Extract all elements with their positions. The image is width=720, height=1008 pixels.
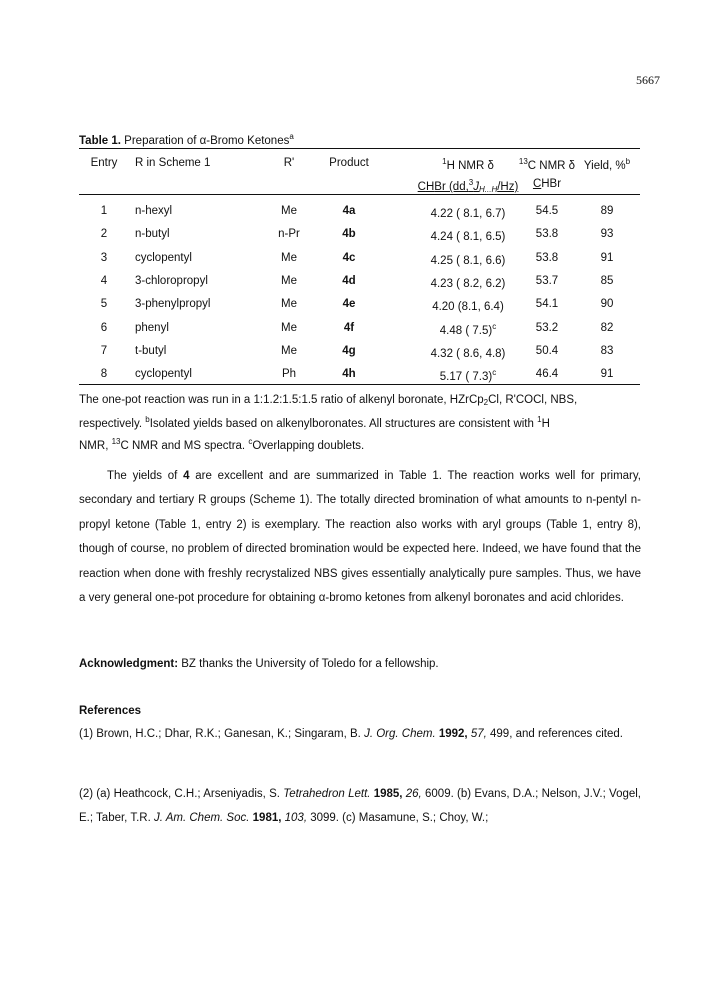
cell-rprime: Me — [281, 274, 297, 287]
header-rprime: R' — [283, 157, 295, 169]
ref1-year: 1992, — [435, 728, 468, 740]
cell-entry: 3 — [100, 251, 108, 264]
cell-entry: 6 — [100, 321, 108, 334]
cell-yield: 93 — [600, 228, 614, 241]
cell-yield: 91 — [600, 368, 614, 381]
body-paragraph — [79, 464, 641, 610]
table-footnote — [79, 392, 641, 455]
cell-c-nmr: 46.4 — [535, 368, 559, 381]
acknowledgment-text: BZ thanks the University of Toledo for a fellowship. — [178, 658, 439, 670]
table-header-rule — [79, 194, 640, 195]
footnote-h-sup: 1 — [537, 415, 542, 424]
cell-product: 4b — [342, 228, 356, 241]
table-title: Preparation of α-Bromo Ketones — [124, 135, 290, 147]
header-h-nmr-text: H NMR δ — [446, 160, 494, 172]
footnote-line3-c: Overlapping doublets. — [252, 440, 365, 452]
header-r: R in Scheme 1 — [135, 157, 211, 169]
subheader-j-sup: 3 — [468, 178, 474, 187]
cell-c-nmr: 50.4 — [535, 344, 559, 357]
cell-h-nmr-value: 4.24 ( 8.1, 6.5) — [430, 231, 506, 244]
cell-h-nmr-sup: c — [492, 321, 497, 331]
cell-c-nmr: 54.1 — [535, 298, 559, 311]
cell-r: 3-chloropropyl — [135, 274, 208, 287]
footnote-h: H — [541, 418, 550, 430]
cell-r: n-butyl — [135, 228, 170, 241]
header-yield-text: Yield, % — [583, 160, 626, 172]
table-label: Table 1. — [79, 135, 121, 147]
cell-h-nmr-value: 4.48 ( 7.5) — [439, 324, 493, 337]
ref2-journal1: Tetrahedron Lett. — [283, 788, 371, 800]
cell-entry: 7 — [100, 344, 108, 357]
cell-c-nmr: 54.5 — [535, 205, 559, 217]
cell-product: 4f — [343, 321, 355, 334]
cell-entry: 4 — [100, 274, 108, 287]
cell-r: n-hexyl — [135, 205, 173, 217]
cell-yield: 82 — [600, 321, 614, 334]
cell-entry: 2 — [100, 228, 108, 241]
ref2-year2: 1981, — [249, 812, 282, 825]
cell-rprime: Me — [281, 298, 297, 311]
header-h-nmr-sup: 1 — [442, 157, 447, 166]
subheader-j: J — [473, 181, 479, 193]
footnote-line1-sub: 2 — [483, 398, 489, 407]
paragraph-part1: The yields of — [107, 470, 184, 482]
ref2-volume1: 26, — [402, 788, 422, 800]
acknowledgment — [79, 658, 641, 670]
footnote-line3-a: NMR, — [79, 440, 112, 452]
table-subheader-row — [79, 178, 640, 194]
header-c-nmr-text: C NMR δ — [527, 160, 576, 172]
acknowledgment-label: Acknowledgment: — [79, 658, 179, 670]
cell-c-nmr: 53.8 — [535, 251, 559, 264]
cell-h-nmr-sup: c — [492, 368, 497, 378]
footnote-line1-a: The one-pot reaction was run in a 1:1.2:1.5:1.5 ratio of alkenyl boronate, HZrCp — [79, 394, 484, 406]
header-yield-sup: b — [625, 157, 631, 166]
cell-h-nmr-value: 4.23 ( 8.2, 6.2) — [430, 277, 506, 290]
paragraph-part2: are excellent and are summarized in Table 1. The reaction works well for primary, secondary and tertiary R groups (Scheme 1). The totally directed bromination of what amounts to n-pentyl n-propyl ketone (Table 1, entry 2) is exemplary. The reaction also works with aryl groups (Table 1, entry 8), though of course, no problem of directed bromination would be expected here. Indeed, we have found that the reaction when done with freshly recrystalized NBS gives essentially analytically pure samples. Thus, we have a very general one-pot procedure for obtaining α-bromo ketones from alkenyl boronates and acid chlorides. — [79, 470, 641, 605]
cell-r: cyclopentyl — [135, 368, 192, 381]
ref2-year1: 1985, — [370, 788, 403, 800]
table-header-row — [79, 157, 640, 173]
subheader-h-underlined: H — [425, 181, 435, 193]
cell-entry: 8 — [100, 368, 108, 381]
cell-c-nmr: 53.2 — [535, 321, 559, 334]
cell-entry: 5 — [100, 298, 108, 311]
reference-2 — [79, 782, 641, 831]
cell-h-nmr-value: 5.17 ( 7.3) — [439, 371, 493, 384]
cell-yield: 83 — [600, 344, 614, 357]
paragraph-compound-ref: 4 — [183, 470, 190, 482]
footnote-line3-b: C NMR and MS spectra. — [120, 440, 249, 452]
table-row — [79, 368, 640, 384]
ref1-volume: 57, — [467, 728, 487, 740]
subheader-h-prefix: C — [417, 181, 426, 193]
cell-r: cyclopentyl — [135, 251, 192, 264]
subheader-c-underlined: C — [532, 178, 542, 190]
table-row — [79, 345, 640, 361]
footnote-b-mark: b — [145, 415, 150, 424]
table-bottom-rule — [79, 384, 640, 385]
subheader-j-sub: H...H — [479, 185, 498, 194]
cell-rprime: Ph — [281, 368, 297, 381]
footnote-line2-a: respectively. — [79, 418, 146, 430]
cell-entry: 1 — [100, 205, 108, 217]
cell-rprime: Me — [281, 344, 297, 357]
cell-yield: 90 — [600, 298, 614, 311]
table-row — [79, 228, 640, 244]
header-product: Product — [329, 157, 369, 169]
cell-product: 4d — [342, 274, 356, 287]
cell-h-nmr-value: 4.25 ( 8.1, 6.6) — [430, 254, 506, 267]
cell-h-nmr-value: 4.32 ( 8.6, 4.8) — [430, 347, 506, 360]
cell-product: 4h — [342, 368, 356, 381]
cell-rprime: n-Pr — [278, 228, 300, 241]
header-entry: Entry — [90, 157, 118, 169]
footnote-line1-b: Cl, R'COCl, NBS, — [488, 394, 578, 406]
cell-c-nmr: 53.8 — [535, 228, 559, 241]
cell-product: 4c — [342, 251, 356, 264]
cell-r: t-butyl — [135, 344, 167, 357]
table-top-rule — [79, 148, 640, 149]
cell-rprime: Me — [281, 251, 297, 264]
cell-h-nmr-value: 4.22 ( 8.1, 6.7) — [430, 208, 506, 220]
ref2-journal2: J. Am. Chem. Soc. — [154, 812, 250, 825]
header-c-nmr-sup: 13 — [518, 157, 528, 166]
references-heading: References — [79, 705, 142, 717]
table-caption-footnote-mark: a — [289, 132, 294, 141]
cell-rprime: Me — [281, 205, 297, 217]
subheader-c-suffix: HBr — [541, 178, 562, 190]
table-row — [79, 322, 640, 338]
cell-yield: 85 — [600, 274, 614, 287]
subheader-h-suffix: /Hz) — [497, 181, 519, 193]
table-row — [79, 275, 640, 291]
cell-product: 4a — [342, 205, 356, 217]
cell-r: phenyl — [135, 321, 169, 334]
ref2-part-b: 6009. (b) Evans, D.A.; Nelson, J.V.; Vogel, E.; Taber, T.R. — [79, 788, 642, 825]
subheader-c-nmr — [481, 178, 613, 190]
header-yield — [577, 157, 637, 172]
footnote-c-sup: 13 — [111, 437, 121, 446]
ref2-part-a: (2) (a) Heathcock, C.H.; Arseniyadis, S. — [79, 788, 284, 800]
ref1-rest: 499, and references cited. — [486, 728, 623, 740]
footnote-line2-b: Isolated yields based on alkenylboronates. All structures are consistent with — [149, 418, 538, 430]
table-row — [79, 205, 640, 221]
ref1-journal: J. Org. Chem. — [364, 728, 436, 740]
footnote-c-mark: c — [248, 437, 253, 446]
cell-r: 3-phenylpropyl — [135, 298, 211, 311]
cell-rprime: Me — [281, 321, 297, 334]
cell-yield: 91 — [600, 251, 614, 264]
ref2-volume2: 103, — [281, 812, 308, 825]
subheader-h-mid: Br (dd, — [434, 181, 469, 193]
page-number: 5667 — [636, 73, 660, 87]
cell-product: 4g — [342, 344, 356, 357]
reference-1 — [79, 722, 641, 746]
table-caption — [79, 132, 294, 147]
table-row — [79, 252, 640, 268]
ref2-part-c: 3099. (c) Masamune, S.; Choy, W.; — [307, 812, 489, 825]
table-row — [79, 298, 640, 314]
ref1-authors: (1) Brown, H.C.; Dhar, R.K.; Ganesan, K.; Singaram, B. — [79, 728, 365, 740]
cell-c-nmr: 53.7 — [535, 274, 559, 287]
cell-h-nmr-value: 4.20 (8.1, 6.4) — [432, 301, 504, 314]
cell-yield: 89 — [600, 205, 614, 217]
cell-product: 4e — [342, 298, 356, 311]
